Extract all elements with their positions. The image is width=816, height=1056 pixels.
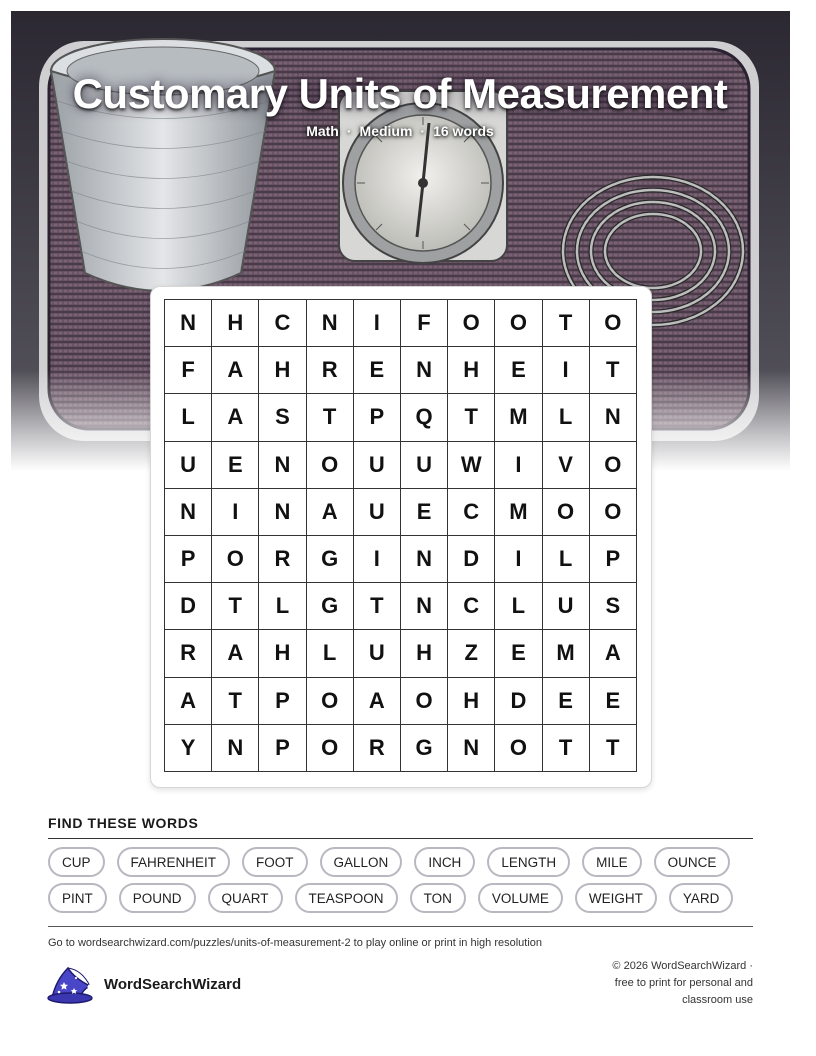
grid-cell[interactable]: O xyxy=(590,442,637,489)
grid-cell[interactable]: R xyxy=(354,725,401,772)
grid-cell[interactable]: T xyxy=(212,583,259,630)
grid-cell[interactable]: R xyxy=(259,536,306,583)
grid-cell[interactable]: A xyxy=(212,394,259,441)
word-pill: INCH xyxy=(414,847,475,877)
grid-cell[interactable]: O xyxy=(401,678,448,725)
grid-cell[interactable]: O xyxy=(495,725,542,772)
grid-cell[interactable]: L xyxy=(307,630,354,677)
grid-cell[interactable]: N xyxy=(590,394,637,441)
grid-cell[interactable]: U xyxy=(354,630,401,677)
grid-cell[interactable]: D xyxy=(448,536,495,583)
word-pill: WEIGHT xyxy=(575,883,657,913)
grid-cell[interactable]: H xyxy=(259,630,306,677)
word-pill: MILE xyxy=(582,847,642,877)
grid-cell[interactable]: G xyxy=(307,536,354,583)
word-list xyxy=(48,847,753,913)
grid-cell[interactable]: U xyxy=(165,442,212,489)
word-pill: YARD xyxy=(669,883,734,913)
grid-cell[interactable]: N xyxy=(401,347,448,394)
grid-cell[interactable]: T xyxy=(307,394,354,441)
word-pill: OUNCE xyxy=(654,847,731,877)
grid-cell[interactable]: T xyxy=(590,725,637,772)
grid-cell[interactable]: L xyxy=(543,394,590,441)
word-pill: LENGTH xyxy=(487,847,570,877)
grid-cell[interactable]: T xyxy=(448,394,495,441)
grid-cell[interactable]: C xyxy=(448,489,495,536)
grid-cell[interactable]: U xyxy=(354,489,401,536)
grid-cell[interactable]: E xyxy=(543,678,590,725)
grid-cell[interactable]: D xyxy=(165,583,212,630)
grid-cell[interactable]: C xyxy=(259,300,306,347)
grid-cell[interactable]: O xyxy=(543,489,590,536)
grid-cell[interactable]: O xyxy=(495,300,542,347)
word-pill: PINT xyxy=(48,883,107,913)
grid-cell[interactable]: T xyxy=(543,300,590,347)
puzzle-title: Customary Units of Measurement xyxy=(72,70,728,117)
grid-cell[interactable]: E xyxy=(495,630,542,677)
grid-cell[interactable]: U xyxy=(401,442,448,489)
grid-cell[interactable]: U xyxy=(543,583,590,630)
letter-grid[interactable] xyxy=(164,299,637,772)
grid-cell[interactable]: M xyxy=(543,630,590,677)
grid-cell[interactable]: N xyxy=(259,442,306,489)
grid-cell[interactable]: R xyxy=(307,347,354,394)
grid-cell[interactable]: H xyxy=(401,630,448,677)
grid-cell[interactable]: N xyxy=(307,300,354,347)
copyright-line: free to print for personal and xyxy=(614,977,753,989)
grid-cell[interactable]: I xyxy=(354,300,401,347)
grid-cell[interactable]: N xyxy=(165,489,212,536)
grid-cell[interactable]: P xyxy=(590,536,637,583)
divider xyxy=(48,838,753,839)
grid-cell[interactable]: O xyxy=(590,489,637,536)
grid-cell[interactable]: A xyxy=(212,630,259,677)
word-pill: CUP xyxy=(48,847,105,877)
grid-cell[interactable]: L xyxy=(259,583,306,630)
word-list-heading: FIND THESE WORDS xyxy=(48,815,199,831)
grid-cell[interactable]: O xyxy=(307,442,354,489)
grid-cell[interactable]: P xyxy=(165,536,212,583)
grid-cell[interactable]: O xyxy=(307,678,354,725)
grid-cell[interactable]: A xyxy=(212,347,259,394)
grid-cell[interactable]: P xyxy=(259,725,306,772)
grid-cell[interactable]: E xyxy=(212,442,259,489)
grid-cell[interactable]: T xyxy=(354,583,401,630)
grid-cell[interactable]: H xyxy=(448,678,495,725)
meta-separator: · xyxy=(346,123,352,139)
grid-cell[interactable]: P xyxy=(259,678,306,725)
brand-name: WordSearchWizard xyxy=(104,975,242,993)
grid-cell[interactable]: A xyxy=(354,678,401,725)
grid-cell[interactable]: O xyxy=(590,300,637,347)
grid-cell[interactable]: G xyxy=(401,725,448,772)
wizard-hat-icon xyxy=(46,964,94,1004)
grid-cell[interactable]: O xyxy=(212,536,259,583)
grid-cell[interactable]: A xyxy=(590,630,637,677)
word-count-label: 16 words xyxy=(433,123,494,139)
word-pill: TON xyxy=(410,883,466,913)
grid-cell[interactable]: I xyxy=(495,442,542,489)
grid-cell[interactable]: V xyxy=(543,442,590,489)
grid-cell[interactable]: N xyxy=(401,583,448,630)
word-pill: VOLUME xyxy=(478,883,563,913)
grid-cell[interactable]: I xyxy=(495,536,542,583)
grid-cell[interactable]: A xyxy=(165,678,212,725)
grid-cell[interactable]: N xyxy=(448,725,495,772)
play-online-note: Go to wordsearchwizard.com/puzzles/units-of-measurement-2 to play online or print in high resolution xyxy=(48,937,543,949)
grid-cell[interactable]: N xyxy=(212,725,259,772)
grid-cell[interactable]: Q xyxy=(401,394,448,441)
copyright-notice xyxy=(573,958,753,1009)
grid-cell[interactable]: N xyxy=(401,536,448,583)
puzzle-meta xyxy=(0,123,800,139)
brand[interactable] xyxy=(46,964,241,1004)
grid-cell[interactable]: Z xyxy=(448,630,495,677)
grid-cell[interactable]: T xyxy=(543,725,590,772)
meta-separator: · xyxy=(420,123,426,139)
grid-cell[interactable]: E xyxy=(590,678,637,725)
word-pill: QUART xyxy=(208,883,283,913)
grid-cell[interactable]: H xyxy=(212,300,259,347)
subject-label: Math xyxy=(306,123,339,139)
divider xyxy=(48,926,753,927)
grid-cell[interactable]: T xyxy=(212,678,259,725)
grid-cell[interactable]: E xyxy=(354,347,401,394)
grid-cell[interactable]: M xyxy=(495,394,542,441)
grid-cell[interactable]: I xyxy=(543,347,590,394)
grid-cell[interactable]: U xyxy=(354,442,401,489)
grid-cell[interactable]: E xyxy=(495,347,542,394)
grid-cell[interactable]: H xyxy=(448,347,495,394)
grid-cell[interactable]: A xyxy=(307,489,354,536)
grid-cell[interactable]: S xyxy=(259,394,306,441)
difficulty-label: Medium xyxy=(359,123,413,139)
word-pill: TEASPOON xyxy=(295,883,398,913)
grid-cell[interactable]: W xyxy=(448,442,495,489)
grid-cell[interactable]: C xyxy=(448,583,495,630)
copyright-line: © 2026 WordSearchWizard · xyxy=(612,960,753,972)
grid-cell[interactable]: N xyxy=(165,300,212,347)
word-pill: GALLON xyxy=(320,847,403,877)
grid-cell[interactable]: E xyxy=(401,489,448,536)
grid-cell[interactable]: F xyxy=(401,300,448,347)
grid-cell[interactable]: O xyxy=(448,300,495,347)
grid-cell[interactable]: O xyxy=(307,725,354,772)
grid-cell[interactable]: G xyxy=(307,583,354,630)
grid-cell[interactable]: N xyxy=(259,489,306,536)
word-pill: FOOT xyxy=(242,847,308,877)
word-pill: FAHRENHEIT xyxy=(117,847,231,877)
grid-cell[interactable]: P xyxy=(354,394,401,441)
grid-cell[interactable]: L xyxy=(165,394,212,441)
grid-cell[interactable]: H xyxy=(259,347,306,394)
grid-cell[interactable]: M xyxy=(495,489,542,536)
grid-cell[interactable]: I xyxy=(354,536,401,583)
grid-cell[interactable]: D xyxy=(495,678,542,725)
word-pill: POUND xyxy=(119,883,196,913)
grid-cell[interactable]: S xyxy=(590,583,637,630)
grid-cell[interactable]: T xyxy=(590,347,637,394)
grid-cell[interactable]: F xyxy=(165,347,212,394)
copyright-line: classroom use xyxy=(682,994,753,1006)
grid-cell[interactable]: I xyxy=(212,489,259,536)
grid-cell[interactable]: L xyxy=(543,536,590,583)
grid-cell[interactable]: R xyxy=(165,630,212,677)
puzzle-grid-card xyxy=(150,286,652,788)
grid-cell[interactable]: L xyxy=(495,583,542,630)
grid-cell[interactable]: Y xyxy=(165,725,212,772)
